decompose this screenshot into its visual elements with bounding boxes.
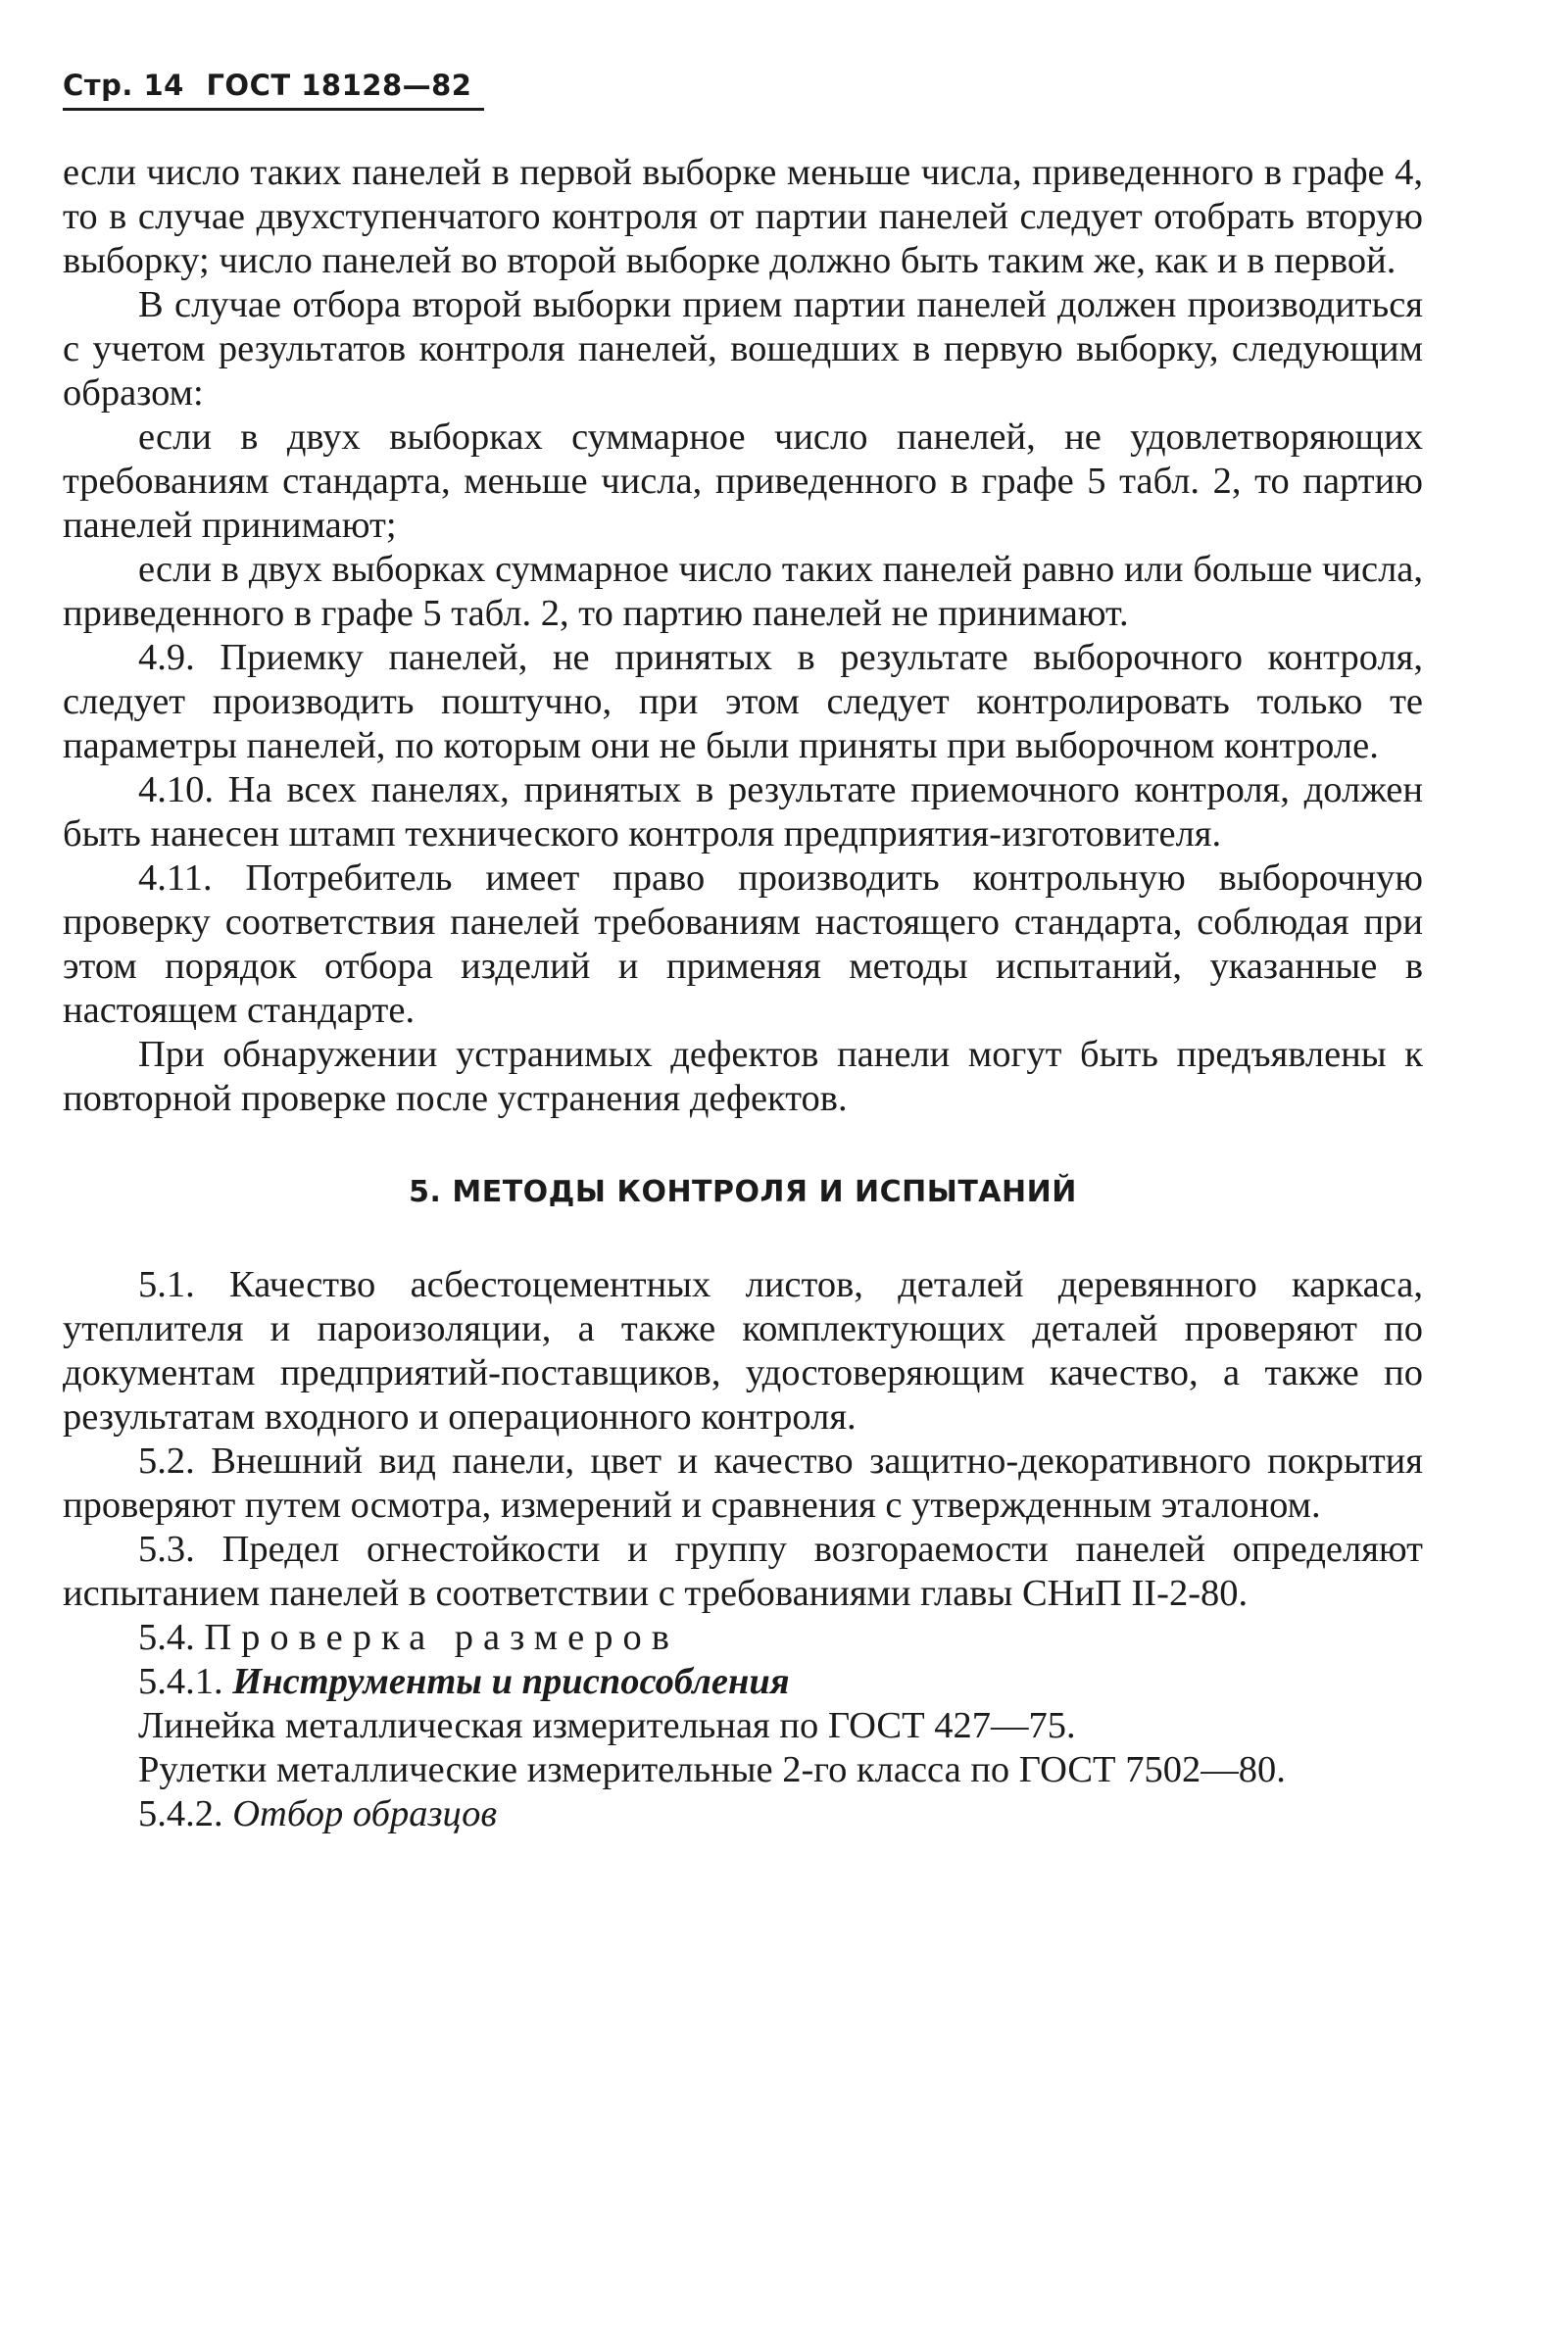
paragraph-5-3: 5.3. Предел огнестойкости и группу возгораемости панелей определяют испытанием панелей в соответствии с требованиями главы СНиП II-2-80. <box>63 1529 1423 1614</box>
paragraph: При обнаружении устранимых дефектов панели могут быть предъявлены к повторной проверке после устранения дефектов. <box>63 1034 1423 1119</box>
clause-number: 5.4.2. <box>138 1793 223 1834</box>
body-text <box>63 151 1423 1836</box>
paragraph-tape: Рулетки металлические измерительные 2-го класса по ГОСТ 7502—80. <box>138 1749 1286 1790</box>
paragraph: В случае отбора второй выборки прием партии панелей должен производиться с учетом результатов контроля панелей, вошедших в первую выборку, следующим образом: <box>63 284 1423 414</box>
paragraph: если число таких панелей в первой выборке меньше числа, приведенного в графе 4, то в случае двухступенчатого контроля от партии панелей следует отобрать вторую выборку; число панелей во второй выборке должно быть таким же, как и в первой. <box>63 152 1423 281</box>
clause-title: Инструменты и приспособления <box>232 1661 790 1702</box>
paragraph-4-9: 4.9. Приемку панелей, не принятых в результате выборочного контроля, следует производить поштучно, при этом следует контролировать только те параметры панелей, по которым они не были приняты при выборочном контроле. <box>63 637 1423 766</box>
standard-code: ГОСТ 18128—82 <box>206 69 472 102</box>
clause-title: Проверка размеров <box>204 1617 679 1658</box>
paragraph: если в двух выборках суммарное число панелей, не удовлетворяющих требованиям стандарта, меньше числа, приведенного в графе 5 табл. 2, то партию панелей принимают; <box>63 416 1423 546</box>
paragraph-ruler: Линейка металлическая измерительная по ГОСТ 427—75. <box>138 1705 1076 1746</box>
header-rule <box>63 108 484 111</box>
section-title: 5. МЕТОДЫ КОНТРОЛЯ И ИСПЫТАНИЙ <box>409 1175 1077 1209</box>
clause-title: Отбор образцов <box>232 1793 498 1834</box>
clause-number: 5.4. <box>138 1617 195 1658</box>
paragraph-5-4 <box>63 1616 1423 1660</box>
paragraph-4-10: 4.10. На всех панелях, принятых в результате приемочного контроля, должен быть нанесен штамп технического контроля предприятия-изготовителя. <box>63 769 1423 855</box>
paragraph-4-11: 4.11. Потребитель имеет право производить контрольную выборочную проверку соответствия панелей требованиям настоящего стандарта, соблюдая при этом порядок отбора изделий и применяя методы испытаний, указанные в настоящем стандарте. <box>63 857 1423 1031</box>
paragraph-5-4-2 <box>63 1792 1423 1836</box>
paragraph-5-4-1 <box>63 1660 1423 1704</box>
clause-number: 5.4.1. <box>138 1661 223 1702</box>
page-number: Стр. 14 <box>63 69 184 102</box>
paragraph: если в двух выборках суммарное число таких панелей равно или больше числа, приведенного в графе 5 табл. 2, то партию панелей не принимают. <box>63 549 1423 634</box>
paragraph-5-1: 5.1. Качество асбестоцементных листов, деталей деревянного каркаса, утеплителя и пароизоляции, а также комплектующих деталей проверяют по документам предприятий-поставщиков, удостоверяющим качество, а также по результатам входного и операционного контроля. <box>63 1264 1423 1438</box>
page-header <box>63 69 483 102</box>
paragraph-5-2: 5.2. Внешний вид панели, цвет и качество защитно-декоративного покрытия проверяют путем осмотра, измерений и сравнения с утвержденным эталоном. <box>63 1441 1423 1526</box>
